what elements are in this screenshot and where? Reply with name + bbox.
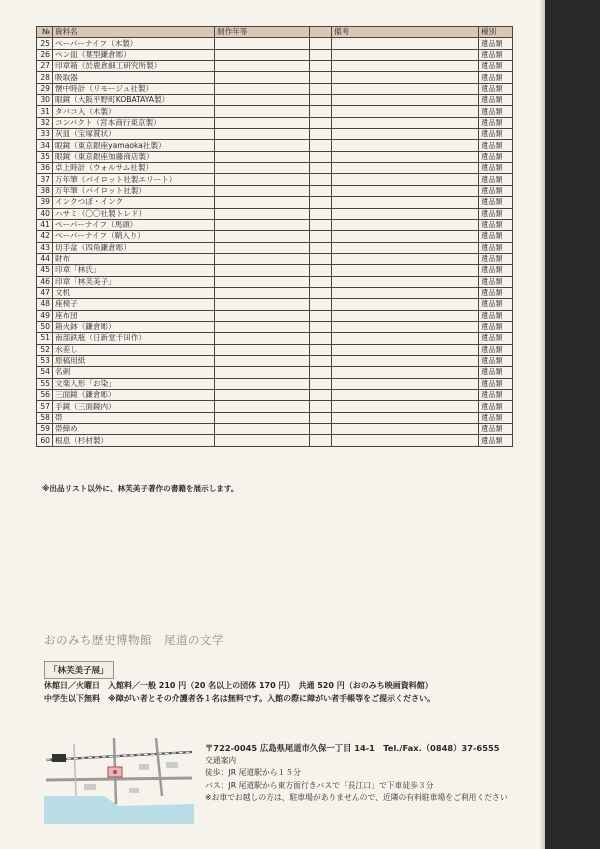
table-row: [37, 367, 513, 378]
row-blank: [310, 390, 332, 401]
row-blank: [310, 61, 332, 72]
table-row: [37, 242, 513, 253]
row-blank: [310, 367, 332, 378]
row-note: [332, 174, 479, 185]
row-year: [215, 355, 310, 366]
row-blank: [310, 265, 332, 276]
row-note: [332, 38, 479, 49]
row-category: 遺品類: [479, 367, 513, 378]
row-note: [332, 117, 479, 128]
row-category: 遺品類: [479, 83, 513, 94]
row-blank: [310, 310, 332, 321]
header-no: №: [37, 27, 53, 38]
row-no: 54: [37, 367, 53, 378]
table-row: [37, 38, 513, 49]
row-blank: [310, 129, 332, 140]
table-row: [37, 253, 513, 264]
row-note: [332, 401, 479, 412]
row-note: [332, 378, 479, 389]
row-note: [332, 163, 479, 174]
row-no: 57: [37, 401, 53, 412]
table-row: [37, 129, 513, 140]
table-row: [37, 412, 513, 423]
row-category: 遺品類: [479, 321, 513, 332]
row-name: 印章「林氏」: [53, 265, 215, 276]
table-row: [37, 197, 513, 208]
row-note: [332, 265, 479, 276]
table-header-row: [37, 27, 513, 38]
row-category: 遺品類: [479, 401, 513, 412]
row-no: 34: [37, 140, 53, 151]
row-year: [215, 208, 310, 219]
table-row: [37, 299, 513, 310]
row-blank: [310, 49, 332, 60]
row-blank: [310, 401, 332, 412]
header-blank: [310, 27, 332, 38]
row-year: [215, 412, 310, 423]
row-blank: [310, 197, 332, 208]
row-name: 灰皿（宝塚賞状）: [53, 129, 215, 140]
row-category: 遺品類: [479, 344, 513, 355]
row-blank: [310, 72, 332, 83]
row-blank: [310, 38, 332, 49]
row-blank: [310, 174, 332, 185]
row-blank: [310, 253, 332, 264]
row-name: タバコ入（木製）: [53, 106, 215, 117]
row-name: 吸取器: [53, 72, 215, 83]
row-blank: [310, 208, 332, 219]
row-year: [215, 242, 310, 253]
row-blank: [310, 106, 332, 117]
row-note: [332, 287, 479, 298]
exhibit-name: 「林芙美子展」: [44, 661, 114, 679]
row-no: 42: [37, 231, 53, 242]
row-category: 遺品類: [479, 151, 513, 162]
row-blank: [310, 435, 332, 446]
row-name: 切手盆（四角鎌倉彫）: [53, 242, 215, 253]
row-name: 座布団: [53, 310, 215, 321]
row-no: 37: [37, 174, 53, 185]
row-name: インクつぼ・インク: [53, 197, 215, 208]
row-no: 44: [37, 253, 53, 264]
row-no: 43: [37, 242, 53, 253]
header-note: 備考: [332, 27, 479, 38]
row-category: 遺品類: [479, 265, 513, 276]
row-no: 56: [37, 390, 53, 401]
row-name: 文楽人形「お染」: [53, 378, 215, 389]
row-no: 29: [37, 83, 53, 94]
postal-address: 〒722-0045 広島県尾道市久保一丁目 14-1 Tel./Fax.（0848）37-6555: [205, 743, 500, 753]
row-year: [215, 140, 310, 151]
row-no: 30: [37, 95, 53, 106]
row-year: [215, 276, 310, 287]
row-name: 財布: [53, 253, 215, 264]
row-note: [332, 49, 479, 60]
table-row: [37, 117, 513, 128]
free-admission-line: 中学生以下無料 ※障がい者とその介護者各１名は無料です。入館の際に障がい者手帳等をご提示ください。: [44, 694, 436, 703]
row-note: [332, 276, 479, 287]
row-year: [215, 185, 310, 196]
row-name: 卓上時計（ウォルサム社製）: [53, 163, 215, 174]
row-year: [215, 83, 310, 94]
row-year: [215, 72, 310, 83]
access-map: [44, 734, 194, 824]
row-category: 遺品類: [479, 49, 513, 60]
row-no: 52: [37, 344, 53, 355]
row-note: [332, 253, 479, 264]
row-no: 41: [37, 219, 53, 230]
row-blank: [310, 95, 332, 106]
row-note: [332, 106, 479, 117]
row-blank: [310, 231, 332, 242]
page-edge-shadow: [545, 0, 600, 849]
row-no: 45: [37, 265, 53, 276]
row-category: 遺品類: [479, 72, 513, 83]
header-name: 資料名: [53, 27, 215, 38]
row-year: [215, 299, 310, 310]
row-name: 懐中時計（リモージュ社製）: [53, 83, 215, 94]
table-row: [37, 231, 513, 242]
row-category: 遺品類: [479, 117, 513, 128]
row-category: 遺品類: [479, 106, 513, 117]
access-bus: バス：JR 尾道駅から東方面行きバスで「長江口」で下車徒歩３分: [205, 780, 434, 790]
row-no: 25: [37, 38, 53, 49]
row-blank: [310, 276, 332, 287]
row-category: 遺品類: [479, 378, 513, 389]
row-no: 49: [37, 310, 53, 321]
table-body: [37, 38, 513, 446]
row-no: 28: [37, 72, 53, 83]
table-row: [37, 276, 513, 287]
row-no: 48: [37, 299, 53, 310]
row-name: 三面鏡（鎌倉彫）: [53, 390, 215, 401]
row-no: 53: [37, 355, 53, 366]
row-blank: [310, 299, 332, 310]
parking-note: ※お車でお越しの方は、駐車場がありませんので、近隣の有料駐車場をご利用ください: [205, 793, 508, 802]
row-blank: [310, 287, 332, 298]
table-row: [37, 72, 513, 83]
row-year: [215, 265, 310, 276]
table-row: [37, 185, 513, 196]
row-note: [332, 390, 479, 401]
row-no: 35: [37, 151, 53, 162]
row-category: 遺品類: [479, 163, 513, 174]
museum-title: おのみち歴史博物館 尾道の文学: [44, 633, 224, 647]
row-blank: [310, 242, 332, 253]
row-note: [332, 299, 479, 310]
row-name: 文机: [53, 287, 215, 298]
row-year: [215, 151, 310, 162]
row-category: 遺品類: [479, 310, 513, 321]
exhibit-list-table: [36, 26, 513, 447]
row-year: [215, 38, 310, 49]
row-year: [215, 424, 310, 435]
row-note: [332, 129, 479, 140]
row-year: [215, 174, 310, 185]
row-blank: [310, 321, 332, 332]
table-row: [37, 140, 513, 151]
row-category: 遺品類: [479, 129, 513, 140]
row-no: 60: [37, 435, 53, 446]
row-year: [215, 49, 310, 60]
hours-fee-line: 休館日／火曜日 入館料／一般 210 円（20 名以上の団体 170 円） 共通 520 円（おのみち映画資料館）: [44, 681, 433, 690]
row-year: [215, 163, 310, 174]
table-row: [37, 49, 513, 60]
table-row: [37, 106, 513, 117]
row-note: [332, 219, 479, 230]
row-year: [215, 129, 310, 140]
row-blank: [310, 163, 332, 174]
row-note: [332, 83, 479, 94]
row-no: 31: [37, 106, 53, 117]
row-category: 遺品類: [479, 333, 513, 344]
row-category: 遺品類: [479, 435, 513, 446]
row-year: [215, 117, 310, 128]
row-blank: [310, 151, 332, 162]
row-no: 32: [37, 117, 53, 128]
row-note: [332, 333, 479, 344]
row-no: 46: [37, 276, 53, 287]
row-year: [215, 321, 310, 332]
row-year: [215, 106, 310, 117]
row-name: 座椅子: [53, 299, 215, 310]
row-category: 遺品類: [479, 208, 513, 219]
row-no: 26: [37, 49, 53, 60]
row-note: [332, 321, 479, 332]
row-name: 根息（杉材製）: [53, 435, 215, 446]
row-year: [215, 253, 310, 264]
row-year: [215, 310, 310, 321]
row-category: 遺品類: [479, 253, 513, 264]
row-year: [215, 435, 310, 446]
row-note: [332, 344, 479, 355]
row-name: コンパクト（宮本商行東京製）: [53, 117, 215, 128]
row-category: 遺品類: [479, 299, 513, 310]
row-note: [332, 231, 479, 242]
row-year: [215, 333, 310, 344]
row-year: [215, 390, 310, 401]
table-row: [37, 435, 513, 446]
row-note: [332, 208, 479, 219]
row-blank: [310, 378, 332, 389]
row-name: 帯: [53, 412, 215, 423]
address-block: [205, 742, 508, 805]
row-name: 名刺: [53, 367, 215, 378]
access-walk: 徒歩：JR 尾道駅から１５分: [205, 768, 301, 777]
row-category: 遺品類: [479, 412, 513, 423]
row-note: [332, 185, 479, 196]
row-name: 眼鏡（東京銀座yamaoka社製）: [53, 140, 215, 151]
row-year: [215, 231, 310, 242]
row-no: 55: [37, 378, 53, 389]
row-name: 印章「林芙美子」: [53, 276, 215, 287]
row-name: 印章箱（於鹿倉細工研究所製）: [53, 61, 215, 72]
table-row: [37, 208, 513, 219]
row-year: [215, 287, 310, 298]
table-row: [37, 265, 513, 276]
row-no: 33: [37, 129, 53, 140]
row-no: 51: [37, 333, 53, 344]
table-row: [37, 390, 513, 401]
table-row: [37, 61, 513, 72]
access-title: 交通案内: [205, 755, 237, 765]
row-name: 万年筆（パイロット社製エリート）: [53, 174, 215, 185]
row-category: 遺品類: [479, 287, 513, 298]
row-name: 眼鏡（東京銀座加藤商店製）: [53, 151, 215, 162]
row-category: 遺品類: [479, 390, 513, 401]
row-blank: [310, 344, 332, 355]
row-category: 遺品類: [479, 355, 513, 366]
footnote: ※出品リスト以外に、林芙美子著作の書籍を展示します。: [42, 484, 239, 493]
row-blank: [310, 140, 332, 151]
row-no: 36: [37, 163, 53, 174]
row-name: ハサミ（〇〇社製トレド）: [53, 208, 215, 219]
row-year: [215, 367, 310, 378]
row-note: [332, 424, 479, 435]
row-name: 原稿用紙: [53, 355, 215, 366]
row-year: [215, 378, 310, 389]
table-row: [37, 83, 513, 94]
row-category: 遺品類: [479, 197, 513, 208]
row-no: 38: [37, 185, 53, 196]
header-category: 種別: [479, 27, 513, 38]
row-blank: [310, 185, 332, 196]
row-note: [332, 435, 479, 446]
row-category: 遺品類: [479, 242, 513, 253]
row-no: 40: [37, 208, 53, 219]
row-year: [215, 197, 310, 208]
row-name: 帯締め: [53, 424, 215, 435]
table-row: [37, 95, 513, 106]
row-blank: [310, 117, 332, 128]
row-year: [215, 219, 310, 230]
row-category: 遺品類: [479, 38, 513, 49]
table-row: [37, 333, 513, 344]
row-year: [215, 95, 310, 106]
row-blank: [310, 412, 332, 423]
row-name: 箱火鉢（鎌倉彫）: [53, 321, 215, 332]
header-year: 制作年等: [215, 27, 310, 38]
row-category: 遺品類: [479, 219, 513, 230]
row-no: 50: [37, 321, 53, 332]
row-note: [332, 310, 479, 321]
row-note: [332, 95, 479, 106]
row-name: 水差し: [53, 344, 215, 355]
table-row: [37, 163, 513, 174]
row-category: 遺品類: [479, 276, 513, 287]
row-blank: [310, 219, 332, 230]
row-year: [215, 401, 310, 412]
row-category: 遺品類: [479, 140, 513, 151]
table-row: [37, 355, 513, 366]
row-name: 万年筆（パイロット社製）: [53, 185, 215, 196]
row-note: [332, 197, 479, 208]
row-note: [332, 72, 479, 83]
row-category: 遺品類: [479, 61, 513, 72]
row-name: ペン皿（葉型鎌倉彫）: [53, 49, 215, 60]
row-name: ペーパーナイフ（木製）: [53, 38, 215, 49]
row-no: 39: [37, 197, 53, 208]
row-blank: [310, 333, 332, 344]
row-name: ペーパーナイフ（鞘入り）: [53, 231, 215, 242]
table-row: [37, 321, 513, 332]
row-blank: [310, 355, 332, 366]
row-name: ペーパーナイフ（馬頭）: [53, 219, 215, 230]
table-row: [37, 151, 513, 162]
row-category: 遺品類: [479, 424, 513, 435]
row-name: 眼鏡（大阪平野町KOBATAYA製）: [53, 95, 215, 106]
row-category: 遺品類: [479, 174, 513, 185]
table-row: [37, 174, 513, 185]
row-no: 47: [37, 287, 53, 298]
row-name: 南部鉄瓶（日新堂千田作）: [53, 333, 215, 344]
row-no: 58: [37, 412, 53, 423]
table-row: [37, 378, 513, 389]
row-no: 27: [37, 61, 53, 72]
row-blank: [310, 83, 332, 94]
row-year: [215, 344, 310, 355]
row-category: 遺品類: [479, 185, 513, 196]
table-row: [37, 401, 513, 412]
row-note: [332, 151, 479, 162]
table-row: [37, 287, 513, 298]
row-category: 遺品類: [479, 231, 513, 242]
row-category: 遺品類: [479, 95, 513, 106]
row-note: [332, 140, 479, 151]
row-name: 手鏡（三面鏡内）: [53, 401, 215, 412]
row-year: [215, 61, 310, 72]
row-note: [332, 61, 479, 72]
row-blank: [310, 424, 332, 435]
table-row: [37, 219, 513, 230]
row-note: [332, 367, 479, 378]
row-note: [332, 412, 479, 423]
row-note: [332, 242, 479, 253]
row-no: 59: [37, 424, 53, 435]
row-note: [332, 355, 479, 366]
table-row: [37, 424, 513, 435]
table-row: [37, 344, 513, 355]
table-row: [37, 310, 513, 321]
